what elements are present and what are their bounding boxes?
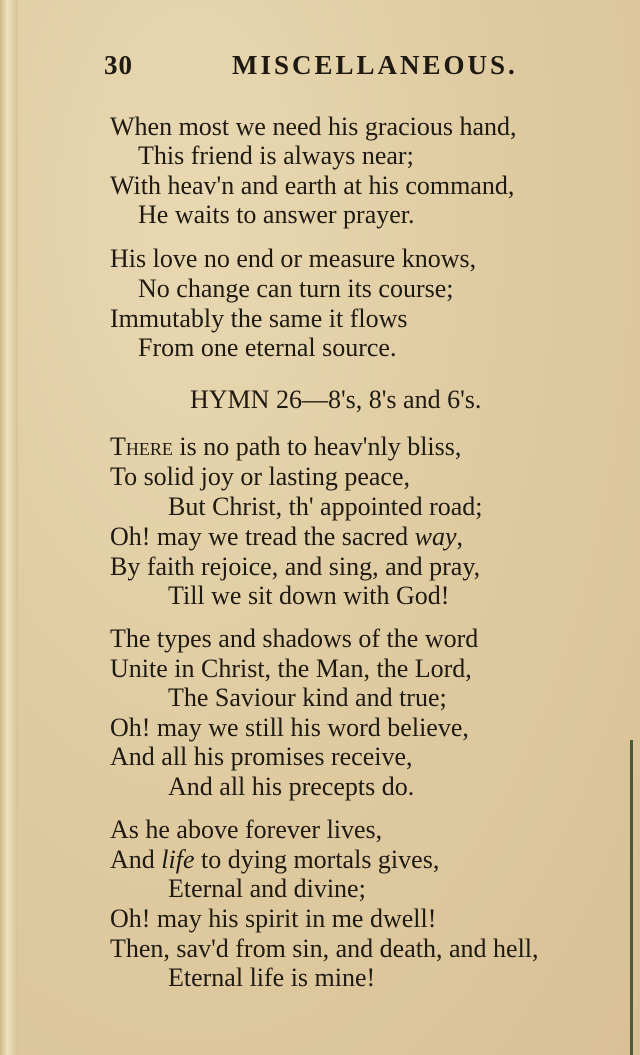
- page-header: [0, 50, 640, 86]
- running-title: MISCELLANEOUS.: [232, 50, 518, 80]
- verse-text: ,: [456, 522, 464, 551]
- verse-line: [110, 522, 463, 552]
- verse-line: And all his precepts do.: [168, 772, 415, 801]
- verse-text: to dying mortals gives,: [194, 845, 440, 874]
- verse-line: Eternal and divine;: [168, 874, 366, 903]
- book-spine-edge: [0, 0, 18, 1055]
- verse-line: Eternal life is mine!: [168, 963, 376, 992]
- drop-word: There: [110, 432, 173, 461]
- verse-line: To solid joy or lasting peace,: [110, 462, 411, 491]
- verse-line: Immutably the same it flows: [110, 304, 408, 333]
- italic-word: life: [161, 845, 195, 874]
- verse-line: Oh! may his spirit in me dwell!: [110, 904, 437, 933]
- verse-line: [110, 432, 461, 462]
- verse-line: The types and shadows of the word: [110, 624, 479, 653]
- verse-text: And: [110, 845, 162, 874]
- verse-line: Unite in Christ, the Man, the Lord,: [110, 654, 472, 683]
- verse-line: Till we sit down with God!: [168, 581, 450, 610]
- verse-line: By faith rejoice, and sing, and pray,: [110, 552, 481, 581]
- verse-line: As he above forever lives,: [110, 815, 383, 844]
- verse-line: Oh! may we still his word believe,: [110, 713, 469, 742]
- verse-line: With heav'n and earth at his command,: [110, 171, 515, 200]
- verse-line: Then, sav'd from sin, and death, and hell,: [110, 934, 539, 963]
- verse-line: His love no end or measure knows,: [110, 244, 477, 273]
- page-edge-line: [630, 740, 633, 1055]
- verse-text: Oh! may we tread the sacred: [110, 522, 415, 551]
- verse-line: This friend is always near;: [138, 141, 414, 170]
- page-number: 30: [104, 50, 133, 80]
- verse-line: From one eternal source.: [138, 333, 397, 362]
- verse-line: And all his promises receive,: [110, 742, 413, 771]
- verse-line: He waits to answer prayer.: [138, 200, 415, 229]
- hymn-title: HYMN 26—8's, 8's and 6's.: [190, 385, 482, 414]
- verse-line: The Saviour kind and true;: [168, 683, 447, 712]
- verse-text: is no path to heav'nly bliss,: [172, 432, 462, 461]
- verse-line: [110, 845, 439, 875]
- verse-line: When most we need his gracious hand,: [110, 112, 517, 141]
- verse-line: But Christ, th' appointed road;: [168, 492, 483, 521]
- italic-word: way: [414, 522, 457, 551]
- verse-line: No change can turn its course;: [138, 274, 454, 303]
